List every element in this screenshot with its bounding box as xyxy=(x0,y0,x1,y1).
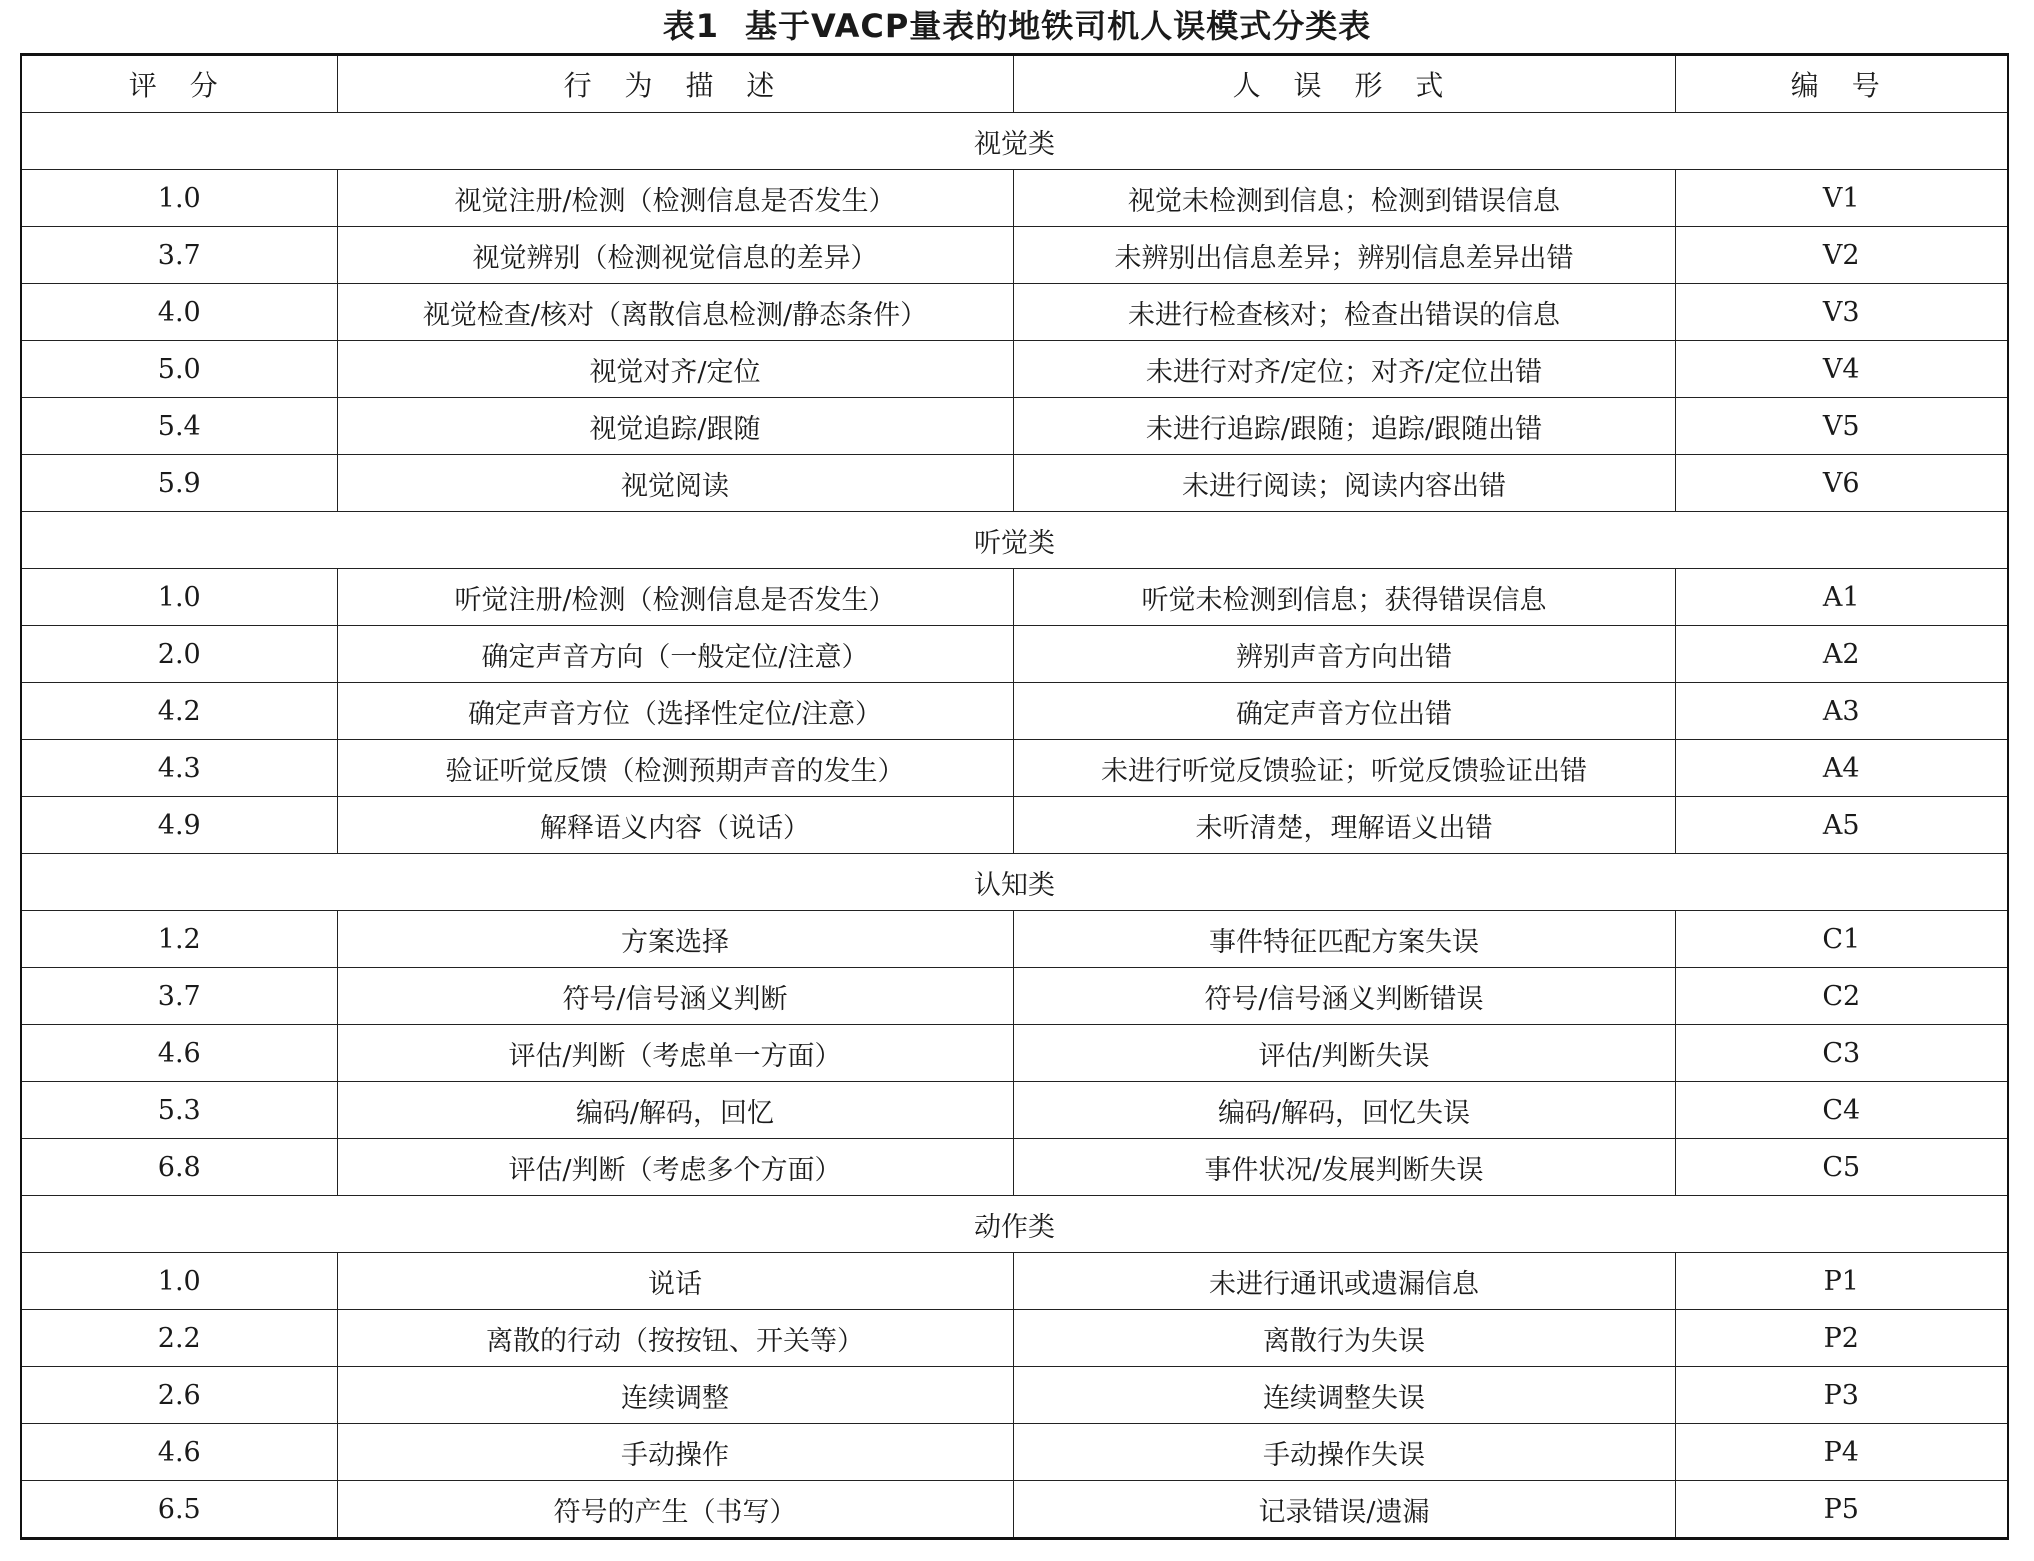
cell-error: 编码/解码，回忆失误 xyxy=(1013,1082,1675,1139)
cell-behavior: 评估/判断（考虑多个方面） xyxy=(337,1139,1013,1196)
cell-behavior: 视觉辨别（检测视觉信息的差异） xyxy=(337,227,1013,284)
cell-code: P2 xyxy=(1675,1310,2008,1367)
cell-behavior: 连续调整 xyxy=(337,1367,1013,1424)
vacp-error-table xyxy=(20,53,2009,1540)
cell-score: 4.3 xyxy=(21,740,337,797)
cell-code: A2 xyxy=(1675,626,2008,683)
cell-error: 连续调整失误 xyxy=(1013,1367,1675,1424)
cell-score: 1.0 xyxy=(21,170,337,227)
cell-score: 4.6 xyxy=(21,1424,337,1481)
cell-behavior: 符号/信号涵义判断 xyxy=(337,968,1013,1025)
cell-score: 1.0 xyxy=(21,1253,337,1310)
cell-error: 听觉未检测到信息；获得错误信息 xyxy=(1013,569,1675,626)
cell-code: C1 xyxy=(1675,911,2008,968)
cell-score: 2.2 xyxy=(21,1310,337,1367)
cell-score: 5.4 xyxy=(21,398,337,455)
cell-error: 未辨别出信息差异；辨别信息差异出错 xyxy=(1013,227,1675,284)
table-row xyxy=(21,1025,2008,1082)
cell-code: A1 xyxy=(1675,569,2008,626)
cell-error: 手动操作失误 xyxy=(1013,1424,1675,1481)
table-title: 基于VACP量表的地铁司机人误模式分类表 xyxy=(744,7,1372,45)
cell-behavior: 听觉注册/检测（检测信息是否发生） xyxy=(337,569,1013,626)
cell-score: 4.0 xyxy=(21,284,337,341)
cell-behavior: 解释语义内容（说话） xyxy=(337,797,1013,854)
cell-error: 事件特征匹配方案失误 xyxy=(1013,911,1675,968)
cell-score: 5.9 xyxy=(21,455,337,512)
table-row xyxy=(21,1424,2008,1481)
cell-score: 6.8 xyxy=(21,1139,337,1196)
cell-code: V6 xyxy=(1675,455,2008,512)
cell-code: C4 xyxy=(1675,1082,2008,1139)
cell-code: V1 xyxy=(1675,170,2008,227)
group-label: 听觉类 xyxy=(21,512,2008,569)
cell-error: 未进行通讯或遗漏信息 xyxy=(1013,1253,1675,1310)
header-row xyxy=(21,55,2008,113)
cell-behavior: 确定声音方向（一般定位/注意） xyxy=(337,626,1013,683)
table-caption xyxy=(0,0,2034,52)
table-row xyxy=(21,1367,2008,1424)
cell-behavior: 说话 xyxy=(337,1253,1013,1310)
cell-code: V5 xyxy=(1675,398,2008,455)
cell-behavior: 手动操作 xyxy=(337,1424,1013,1481)
cell-error: 符号/信号涵义判断错误 xyxy=(1013,968,1675,1025)
group-label: 认知类 xyxy=(21,854,2008,911)
cell-score: 2.6 xyxy=(21,1367,337,1424)
cell-code: V4 xyxy=(1675,341,2008,398)
cell-code: P5 xyxy=(1675,1481,2008,1539)
cell-score: 5.0 xyxy=(21,341,337,398)
table-row xyxy=(21,968,2008,1025)
cell-code: A3 xyxy=(1675,683,2008,740)
table-row xyxy=(21,740,2008,797)
cell-behavior: 视觉对齐/定位 xyxy=(337,341,1013,398)
table-row xyxy=(21,1253,2008,1310)
cell-code: V2 xyxy=(1675,227,2008,284)
table-row xyxy=(21,341,2008,398)
cell-behavior: 视觉注册/检测（检测信息是否发生） xyxy=(337,170,1013,227)
table-row xyxy=(21,911,2008,968)
group-row-cognitive xyxy=(21,854,2008,911)
cell-behavior: 离散的行动（按按钮、开关等） xyxy=(337,1310,1013,1367)
cell-code: A4 xyxy=(1675,740,2008,797)
table-row xyxy=(21,1082,2008,1139)
cell-code: A5 xyxy=(1675,797,2008,854)
cell-error: 未进行听觉反馈验证；听觉反馈验证出错 xyxy=(1013,740,1675,797)
group-label: 视觉类 xyxy=(21,113,2008,170)
cell-error: 事件状况/发展判断失误 xyxy=(1013,1139,1675,1196)
table-row xyxy=(21,569,2008,626)
header-code: 编 号 xyxy=(1675,55,2008,113)
cell-code: P3 xyxy=(1675,1367,2008,1424)
cell-error: 未进行对齐/定位；对齐/定位出错 xyxy=(1013,341,1675,398)
cell-code: P1 xyxy=(1675,1253,2008,1310)
header-behavior: 行 为 描 述 xyxy=(337,55,1013,113)
cell-score: 4.9 xyxy=(21,797,337,854)
cell-behavior: 视觉追踪/跟随 xyxy=(337,398,1013,455)
cell-behavior: 确定声音方位（选择性定位/注意） xyxy=(337,683,1013,740)
cell-code: V3 xyxy=(1675,284,2008,341)
cell-score: 5.3 xyxy=(21,1082,337,1139)
cell-score: 6.5 xyxy=(21,1481,337,1539)
group-row-motor xyxy=(21,1196,2008,1253)
table-row xyxy=(21,398,2008,455)
group-label: 动作类 xyxy=(21,1196,2008,1253)
cell-error: 未进行检查核对；检查出错误的信息 xyxy=(1013,284,1675,341)
table-row xyxy=(21,797,2008,854)
table-row xyxy=(21,626,2008,683)
cell-behavior: 编码/解码，回忆 xyxy=(337,1082,1013,1139)
header-score: 评 分 xyxy=(21,55,337,113)
table-row xyxy=(21,227,2008,284)
cell-behavior: 视觉检查/核对（离散信息检测/静态条件） xyxy=(337,284,1013,341)
table-number: 表1 xyxy=(662,7,719,45)
cell-error: 确定声音方位出错 xyxy=(1013,683,1675,740)
cell-score: 3.7 xyxy=(21,968,337,1025)
table-row xyxy=(21,683,2008,740)
cell-behavior: 验证听觉反馈（检测预期声音的发生） xyxy=(337,740,1013,797)
cell-score: 4.6 xyxy=(21,1025,337,1082)
cell-behavior: 符号的产生（书写） xyxy=(337,1481,1013,1539)
table-row xyxy=(21,1481,2008,1539)
cell-code: C3 xyxy=(1675,1025,2008,1082)
cell-code: P4 xyxy=(1675,1424,2008,1481)
cell-error: 记录错误/遗漏 xyxy=(1013,1481,1675,1539)
table-row xyxy=(21,170,2008,227)
cell-error: 评估/判断失误 xyxy=(1013,1025,1675,1082)
header-error-form: 人 误 形 式 xyxy=(1013,55,1675,113)
cell-behavior: 评估/判断（考虑单一方面） xyxy=(337,1025,1013,1082)
cell-score: 1.0 xyxy=(21,569,337,626)
cell-error: 未进行阅读；阅读内容出错 xyxy=(1013,455,1675,512)
cell-code: C2 xyxy=(1675,968,2008,1025)
cell-error: 未进行追踪/跟随；追踪/跟随出错 xyxy=(1013,398,1675,455)
table-row xyxy=(21,1310,2008,1367)
table-row xyxy=(21,455,2008,512)
group-row-visual xyxy=(21,113,2008,170)
table-row xyxy=(21,1139,2008,1196)
cell-behavior: 视觉阅读 xyxy=(337,455,1013,512)
cell-error: 辨别声音方向出错 xyxy=(1013,626,1675,683)
cell-error: 视觉未检测到信息；检测到错误信息 xyxy=(1013,170,1675,227)
cell-code: C5 xyxy=(1675,1139,2008,1196)
cell-error: 未听清楚，理解语义出错 xyxy=(1013,797,1675,854)
cell-score: 3.7 xyxy=(21,227,337,284)
cell-score: 1.2 xyxy=(21,911,337,968)
cell-score: 4.2 xyxy=(21,683,337,740)
table-row xyxy=(21,284,2008,341)
cell-behavior: 方案选择 xyxy=(337,911,1013,968)
cell-score: 2.0 xyxy=(21,626,337,683)
group-row-auditory xyxy=(21,512,2008,569)
cell-error: 离散行为失误 xyxy=(1013,1310,1675,1367)
